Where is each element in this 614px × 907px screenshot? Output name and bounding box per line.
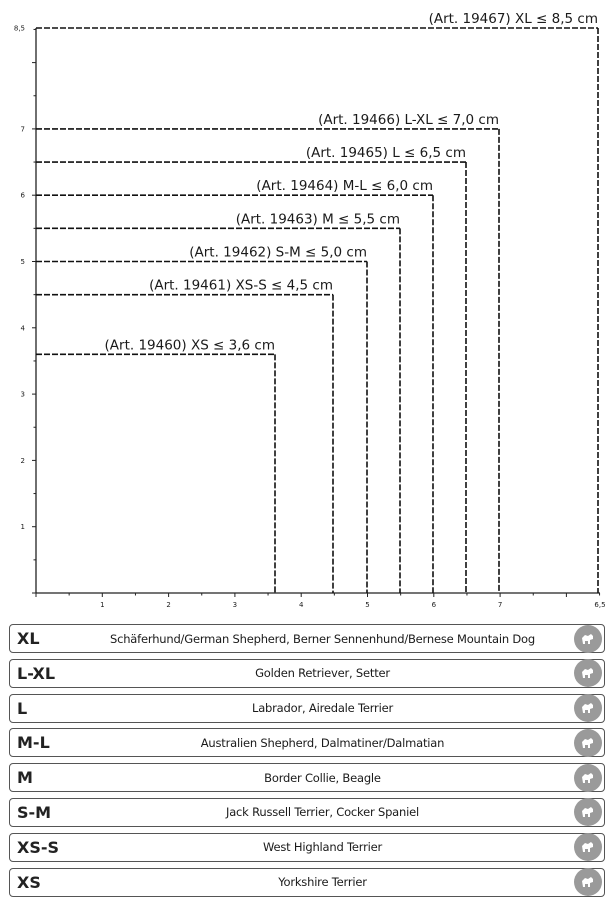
x-tick-label: 4 (298, 601, 304, 609)
dog-icon (574, 764, 602, 792)
size-code: XS-S (17, 837, 60, 857)
x-tick-label: 2 (166, 601, 171, 609)
y-tick-label: 6 (20, 191, 25, 200)
y-tick-label: 7 (20, 125, 25, 134)
x-tick-label: 6 (431, 601, 437, 609)
size-row-l (9, 694, 605, 723)
y-tick-label: 2 (20, 456, 25, 465)
series-label: (Art. 19464) M-L ≤ 6,0 cm (256, 178, 433, 195)
size-row-s-m (9, 798, 605, 827)
y-tick-label: 5 (20, 258, 25, 266)
size-code: M-L (17, 733, 50, 753)
x-tick-label: 7 (497, 601, 503, 609)
x-tick-label: 1 (100, 601, 105, 609)
size-row-xs (9, 868, 605, 897)
size-code: M (17, 768, 33, 788)
series-label: (Art. 19462) S-M ≤ 5,0 cm (189, 244, 367, 261)
breed-list: Yorkshire Terrier (278, 875, 367, 890)
series-label: (Art. 19461) XS-S ≤ 4,5 cm (149, 277, 333, 294)
dog-icon (574, 729, 602, 757)
y-tick-label: 8,5 (13, 24, 25, 33)
series-label: (Art. 19467) XL ≤ 8,5 cm (428, 11, 598, 27)
size-table (9, 624, 605, 902)
series-label: (Art. 19466) L-XL ≤ 7,0 cm (318, 111, 499, 128)
dog-icon (574, 659, 602, 687)
dog-icon (574, 694, 602, 722)
breed-list: West Highland Terrier (262, 840, 383, 855)
size-row-m (9, 763, 605, 792)
breed-list: Labrador, Airedale Terrier (252, 701, 393, 716)
dog-icon (574, 798, 602, 826)
size-code: XL (17, 629, 40, 648)
breed-list: Border Collie, Beagle (264, 770, 381, 785)
x-tick-label: 5 (365, 601, 370, 609)
size-code: S-M (17, 802, 52, 822)
x-tick-label: 3 (232, 601, 238, 609)
y-tick-label: 1 (20, 523, 25, 532)
breed-list: Schäferhund/German Shepherd, Berner Sennenhund/Bernese Mountain Dog (109, 631, 535, 646)
dog-icon (574, 625, 602, 653)
size-code: XS (17, 872, 41, 892)
dog-icon (574, 868, 602, 896)
x-tick-label: 6,5 (594, 601, 606, 609)
size-row-l-xl (9, 659, 605, 688)
series-label: (Art. 19465) L ≤ 6,5 cm (305, 145, 466, 162)
y-tick-label: 3 (20, 390, 25, 399)
size-row-xl (9, 624, 605, 653)
series-label: (Art. 19463) M ≤ 5,5 cm (235, 211, 400, 228)
size-code: L-XL (17, 663, 56, 683)
breed-list: Golden Retriever, Setter (255, 666, 390, 681)
dog-icon (574, 833, 602, 861)
breed-list: Jack Russell Terrier, Cocker Spaniel (226, 805, 419, 820)
size-row-m-l (9, 728, 605, 757)
y-tick-label: 4 (20, 324, 25, 333)
size-code: L (17, 698, 28, 718)
breed-list: Australien Shepherd, Dalmatiner/Dalmatian (200, 735, 445, 750)
size-row-xs-s (9, 833, 605, 862)
series-label: (Art. 19460) XS ≤ 3,6 cm (104, 337, 275, 354)
